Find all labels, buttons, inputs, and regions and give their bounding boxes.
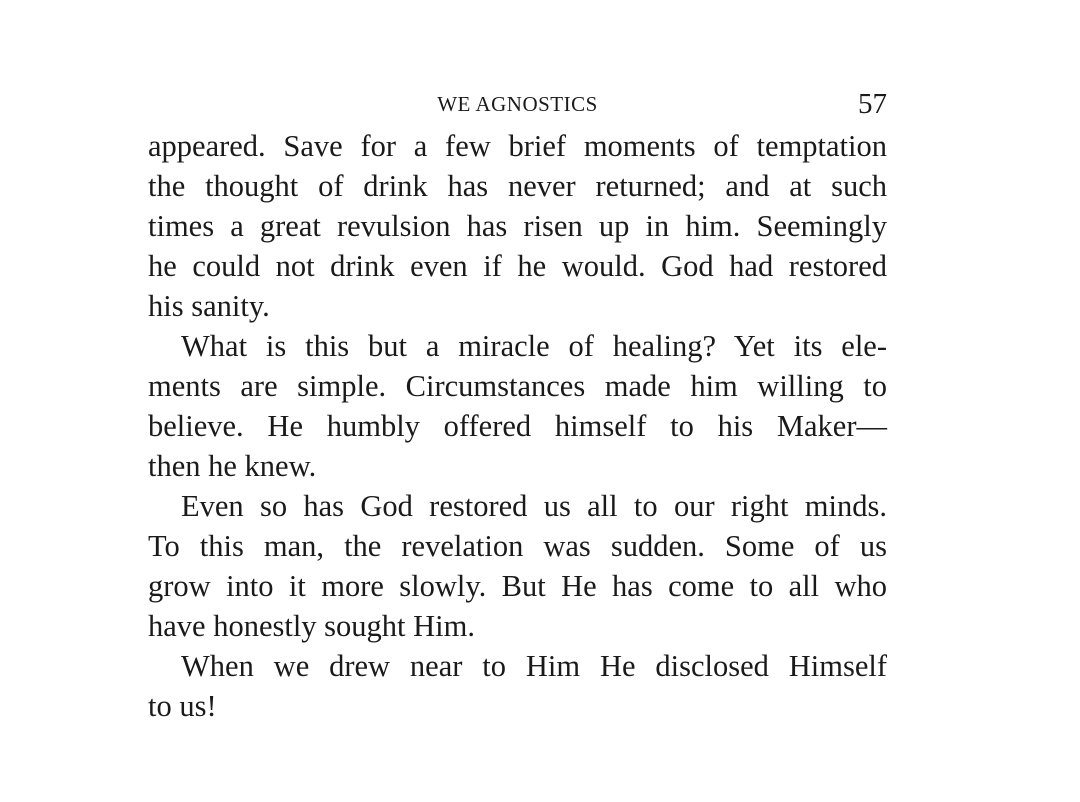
body-text <box>148 126 887 726</box>
text-line: have honestly sought Him. <box>148 609 475 643</box>
text-line: he could not drink even if he would. God had restored <box>148 249 887 283</box>
running-title: WE AGNOSTICS <box>437 92 598 116</box>
text-line: To this man, the revelation was sudden. Some of us <box>148 529 887 563</box>
text-line: times a great revulsion has risen up in him. Seemingly <box>148 209 887 243</box>
text-line: ments are simple. Circumstances made him willing to <box>148 369 887 403</box>
running-head <box>148 86 887 126</box>
text-line: grow into it more slowly. But He has come to all who <box>148 569 887 603</box>
book-page <box>148 86 887 726</box>
text-line: Even so has God restored us all to our right minds. <box>181 489 887 523</box>
page-number: 57 <box>858 88 887 120</box>
text-line: the thought of drink has never returned; and at such <box>148 169 887 203</box>
text-line: appeared. Save for a few brief moments of temptation <box>148 129 887 163</box>
text-line: then he knew. <box>148 449 317 483</box>
text-line: to us! <box>148 689 217 723</box>
text-line: When we drew near to Him He disclosed Himself <box>181 649 887 683</box>
text-line: What is this but a miracle of healing? Yet its ele- <box>181 329 887 363</box>
text-line: his sanity. <box>148 289 270 323</box>
text-line: believe. He humbly offered himself to his Maker— <box>148 409 887 443</box>
